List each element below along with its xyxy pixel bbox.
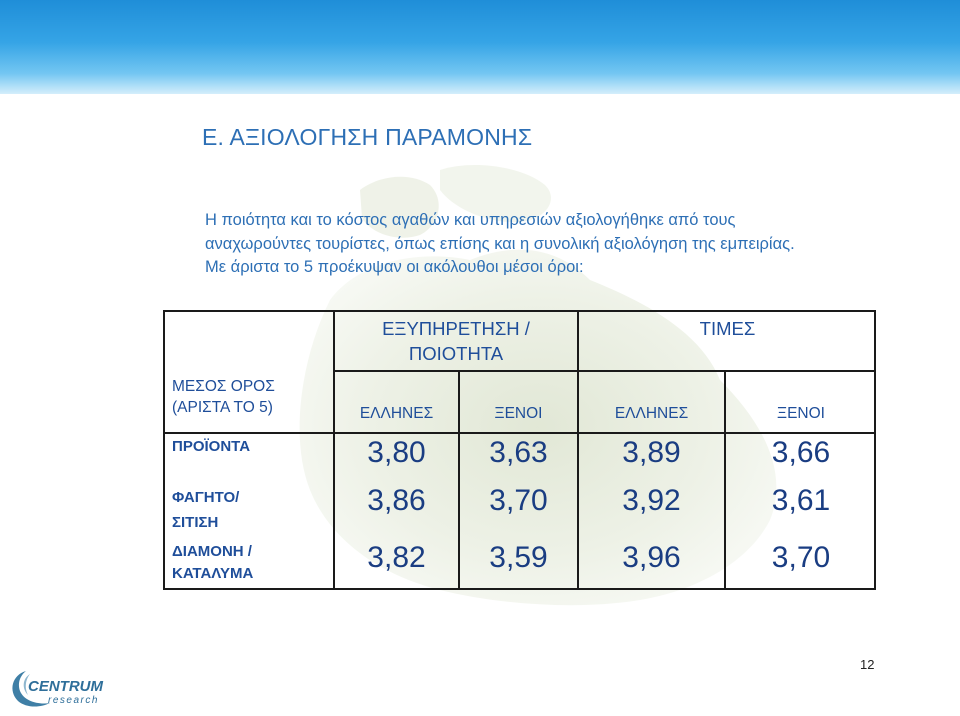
table-cell: 3,96 [622, 541, 681, 574]
table-cell: 3,80 [367, 436, 426, 469]
intro-paragraph: Η ποιότητα και το κόστος αγαθών και υπηρεσιών αξιολογήθηκε από τους αναχωρούντες τουρίστες, όπως επίσης και η συνολική αξιολόγηση της εμπειρίας. Με άριστα το 5 προέκυψαν οι ακόλουθοι μέσοι όροι: [205, 211, 795, 276]
corner-label-line1: ΜΕΣΟΣ ΟΡΟΣ [172, 378, 275, 395]
group-header-service-line2: ΠΟΙΟΤΗΤΑ [408, 343, 504, 364]
row-label-accommodation-line2: ΚΑΤΑΛΥΜΑ [172, 565, 254, 582]
sub-header-greeks-service: ΕΛΛΗΝΕΣ [359, 405, 434, 422]
row-label-accommodation [172, 541, 332, 585]
logo-name: CENTRUM [28, 678, 103, 695]
row-label-food-line1: ΦΑΓΗΤΟ/ [172, 489, 240, 506]
centrum-logo [4, 665, 122, 711]
table-divider-header [333, 370, 876, 372]
slide-title: Ε. ΑΞΙΟΛΟΓΗΣΗ ΠΑΡΑΜΟΝΗΣ [202, 124, 533, 150]
row-label-products [172, 436, 332, 458]
row-label-food [172, 485, 332, 535]
group-header-prices: ΤΙΜΕΣ [699, 318, 756, 339]
table-cell: 3,70 [771, 541, 831, 574]
corner-label [172, 376, 332, 418]
table-cell: 3,89 [622, 436, 681, 469]
table-cell: 3,63 [489, 436, 548, 469]
sub-header-foreigners-service: ΞΕΝΟΙ [494, 405, 543, 422]
group-header-service-line1: ΕΞΥΠΗΡΕΤΗΣΗ / [382, 318, 530, 339]
table-cell: 3,82 [367, 541, 426, 574]
corner-label-line2: (ΑΡΙΣΤΑ ΤΟ 5) [172, 399, 273, 416]
table-cell: 3,92 [622, 484, 681, 517]
table-divider-body [163, 432, 876, 434]
table-cell: 3,66 [771, 436, 831, 469]
page-number: 12 [860, 657, 875, 672]
row-label-products-line1: ΠΡΟΪΟΝΤΑ [172, 438, 251, 455]
table-cell: 3,61 [771, 484, 831, 517]
sub-header-greeks-prices: ΕΛΛΗΝΕΣ [614, 405, 689, 422]
row-label-food-line2: ΣΙΤΙΣΗ [172, 514, 219, 531]
table-cell: 3,86 [367, 484, 426, 517]
logo-tagline: research [48, 695, 99, 706]
sub-header-foreigners-prices: ΞΕΝΟΙ [777, 405, 825, 422]
table-cell: 3,59 [489, 541, 548, 574]
group-header-service [335, 316, 577, 366]
table-cell: 3,70 [489, 484, 548, 517]
row-label-accommodation-line1: ΔΙΑΜΟΝΗ / [172, 543, 252, 560]
